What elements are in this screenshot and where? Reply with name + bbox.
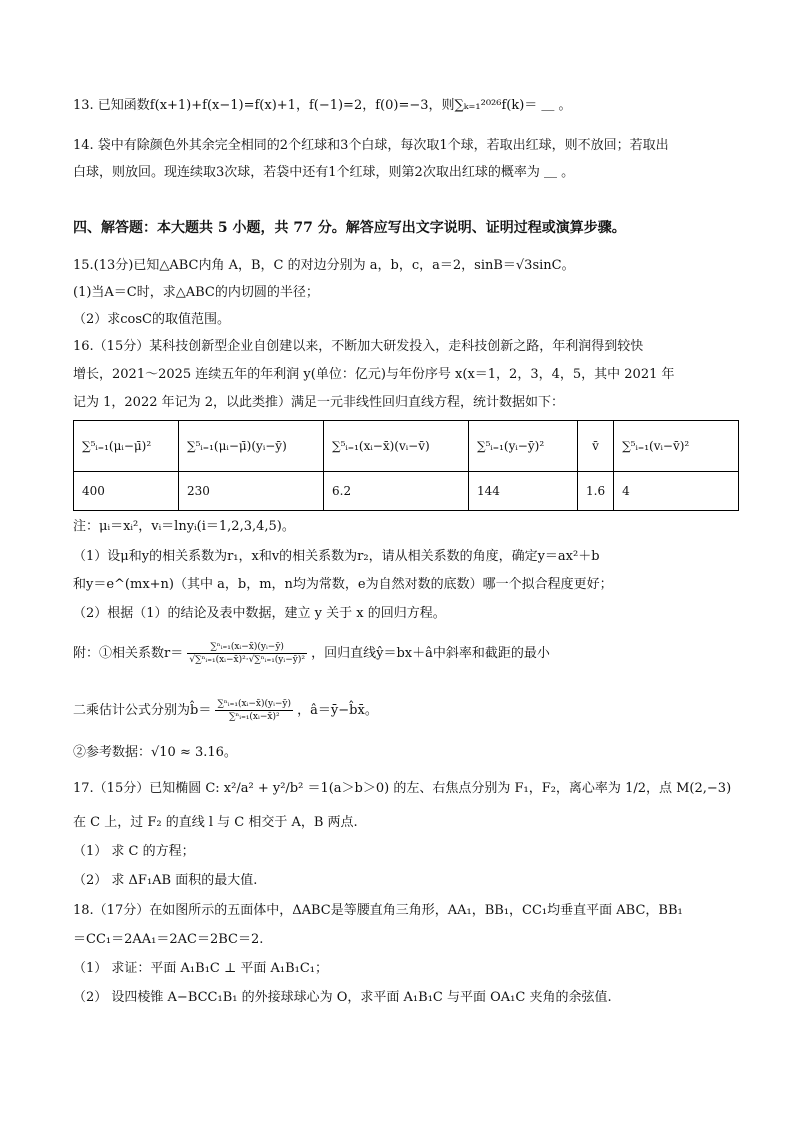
question-16-line-3: 记为 1，2022 年记为 2，以此类推）满足一元非线性回归直线方程，统计数据如下： bbox=[73, 395, 565, 410]
slope-formula bbox=[215, 698, 293, 723]
table-cell: 6.2 bbox=[324, 472, 469, 511]
question-13: 13. 已知函数f(x+1)+f(x−1)=f(x)+1，f(−1)=2，f(0)=−3，则∑ₖ₌₁²⁰²⁶f(k)＝ ＿ 。 bbox=[73, 98, 572, 113]
reference-data: ②参考数据：√10 ≈ 3.16。 bbox=[73, 745, 237, 760]
table-header-cell: ∑⁵ᵢ₌₁(vᵢ−v̄)² bbox=[614, 421, 739, 472]
correlation-formula bbox=[187, 641, 307, 666]
question-18-line-2: ＝CC₁＝2AA₁＝2AC＝2BC＝2. bbox=[73, 932, 264, 947]
question-17-line-2: 在 C 上，过 F₂ 的直线 l 与 C 相交于 A，B 两点. bbox=[73, 815, 358, 830]
question-18-part-2: （2） 设四棱锥 A−BCC₁B₁ 的外接球球心为 O，求平面 A₁B₁C 与平面 OA₁C 夹角的余弦值. bbox=[73, 990, 612, 1005]
table-cell: 1.6 bbox=[578, 472, 614, 511]
section-4-heading: 四、解答题：本大题共 5 小题，共 77 分。解答应写出文字说明、证明过程或演算步骤。 bbox=[73, 220, 626, 236]
statistics-table bbox=[73, 420, 739, 511]
question-17-part-2: （2） 求 ΔF₁AB 面积的最大值. bbox=[73, 873, 258, 888]
question-14-line-2: 白球，则放回。现连续取3次球，若袋中还有1个红球，则第2次取出红球的概率为 ＿ 。 bbox=[73, 165, 575, 180]
intercept-formula: ，â＝ȳ−b̂x̄。 bbox=[297, 703, 378, 718]
appendix-regression-text: ，回归直线ŷ＝bx＋â中斜率和截距的最小 bbox=[311, 646, 550, 661]
question-18-line-1: 18.（17分）在如图所示的五面体中，ΔABC是等腰直角三角形，AA₁，BB₁，CC₁均垂直平面 ABC，BB₁ bbox=[73, 903, 683, 918]
question-14-line-1: 14. 袋中有除颜色外其余完全相同的2个红球和3个白球，每次取1个球，若取出红球，则不放回；若取出 bbox=[73, 138, 669, 153]
table-note: 注：μᵢ＝xᵢ²，vᵢ＝lnyᵢ(i＝1,2,3,4,5)。 bbox=[73, 519, 295, 534]
question-15-line-1: 15.(13分)已知△ABC内角 A，B，C 的对边分别为 a，b，c，a＝2，sinB＝√3sinC。 bbox=[73, 258, 575, 273]
correlation-denominator: √∑ⁿᵢ₌₁(xᵢ−x̄)²·√∑ⁿᵢ₌₁(yᵢ−ȳ)² bbox=[189, 655, 305, 665]
appendix-least-squares bbox=[73, 697, 378, 725]
question-16-part-1-line-2: 和y＝e^(mx+n)（其中 a，b，m，n均为常数，e为自然对数的底数）哪一个拟合程度更好； bbox=[73, 577, 613, 592]
appendix-correlation bbox=[73, 640, 550, 668]
table-cell: 230 bbox=[179, 472, 324, 511]
table-cell: 144 bbox=[469, 472, 578, 511]
table-header-cell: ∑⁵ᵢ₌₁(xᵢ−x̄)(vᵢ−v̄) bbox=[324, 421, 469, 472]
table-row bbox=[74, 472, 739, 511]
correlation-numerator: ∑ⁿᵢ₌₁(xᵢ−x̄)(yᵢ−ȳ) bbox=[187, 641, 307, 654]
slope-denominator: ∑ⁿᵢ₌₁(xᵢ−x̄)² bbox=[228, 712, 280, 722]
table-header-cell: ∑⁵ᵢ₌₁(μᵢ−μ̄)(yᵢ−ȳ) bbox=[179, 421, 324, 472]
question-16-line-2: 增长，2021～2025 连续五年的年利润 y(单位：亿元)与年份序号 x(x＝1，2，3，4，5，其中 2021 年 bbox=[73, 367, 675, 382]
question-16-line-1: 16.（15分）某科技创新型企业自创建以来，不断加大研发投入，走科技创新之路，年利润得到较快 bbox=[73, 339, 644, 354]
question-16-part-1-line-1: （1）设μ和y的相关系数为r₁，x和v的相关系数为r₂，请从相关系数的角度，确定y＝ax²＋b bbox=[73, 549, 600, 564]
table-header-cell: v̄ bbox=[578, 421, 614, 472]
question-15-part-2: （2）求cosC的取值范围。 bbox=[73, 312, 230, 327]
question-16-part-2: （2）根据（1）的结论及表中数据，建立 y 关于 x 的回归方程。 bbox=[73, 606, 446, 621]
question-15-part-1: (1)当A＝C时，求△ABC的内切圆的半径； bbox=[73, 285, 319, 300]
table-cell: 4 bbox=[614, 472, 739, 511]
table-cell: 400 bbox=[74, 472, 179, 511]
question-17-line-1: 17.（15分）已知椭圆 C: x²/a² + y²/b² ＝1(a＞b＞0) 的左、右焦点分别为 F₁，F₂，离心率为 1/2，点 M(2,−3) bbox=[73, 781, 732, 796]
question-17-part-1: （1） 求 C 的方程； bbox=[73, 844, 195, 859]
least-squares-prefix: 二乘估计公式分别为b̂＝ bbox=[73, 703, 212, 718]
table-header-cell: ∑⁵ᵢ₌₁(μᵢ−μ̄)² bbox=[74, 421, 179, 472]
table-header-row bbox=[74, 421, 739, 472]
question-18-part-1: （1） 求证：平面 A₁B₁C ⊥ 平面 A₁B₁C₁； bbox=[73, 961, 328, 976]
slope-numerator: ∑ⁿᵢ₌₁(xᵢ−x̄)(yᵢ−ȳ) bbox=[217, 699, 292, 709]
table-header-cell: ∑⁵ᵢ₌₁(yᵢ−ȳ)² bbox=[469, 421, 578, 472]
appendix-prefix: 附：①相关系数r＝ bbox=[73, 646, 184, 661]
